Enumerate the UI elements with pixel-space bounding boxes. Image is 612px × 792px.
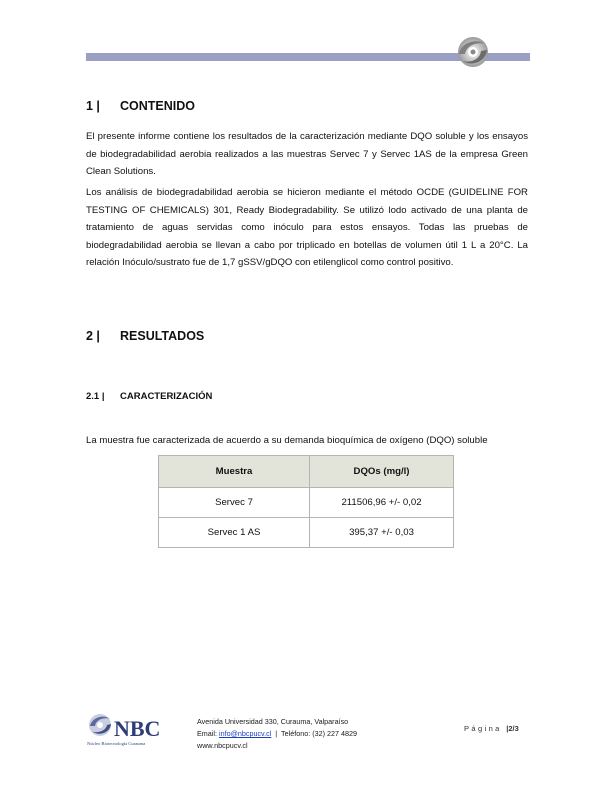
dqo-table bbox=[158, 455, 454, 548]
section-heading-resultados bbox=[86, 329, 204, 343]
column-header: DQOs (mg/l) bbox=[310, 456, 454, 488]
section-number: 2 | bbox=[86, 329, 100, 343]
footer-contact bbox=[197, 716, 357, 752]
table-cell: 211506,96 +/- 0,02 bbox=[310, 488, 454, 518]
table-header-row bbox=[159, 456, 454, 488]
footer-logo-subtitle: Núcleo Biotecnología Curauma bbox=[87, 741, 146, 746]
column-header: Muestra bbox=[159, 456, 310, 488]
table-row bbox=[159, 488, 454, 518]
footer-contact-line bbox=[197, 728, 357, 740]
table-cell: 395,37 +/- 0,03 bbox=[310, 518, 454, 548]
subsection-heading-caracterizacion bbox=[86, 391, 212, 402]
table-cell: Servec 7 bbox=[159, 488, 310, 518]
section-number: 1 | bbox=[86, 99, 100, 113]
paragraph-intro: El presente informe contiene los resultados de la caracterización mediante DQO soluble y los ensayos de biodegradabilidad aerobia realizados a las muestras Servec 7 y Servec 1AS de la empresa Green Clean Solutions. bbox=[86, 131, 528, 177]
footer-address: Avenida Universidad 330, Curauma, Valparaíso bbox=[197, 717, 349, 726]
page-label: Página bbox=[464, 724, 502, 733]
subsection-title: CARACTERIZACIÓN bbox=[120, 391, 213, 402]
nbc-footer-logo bbox=[86, 711, 182, 747]
paragraph-methods: Los análisis de biodegradabilidad aerobia se hicieron mediante el método OCDE (GUIDELINE FOR TESTING OF CHEMICALS) 301, Ready Biodegradability. Se utilizó lodo activado de una planta de tratamiento de aguas servidas como inóculo para estos ensayos. Todas las pruebas de biodegradabilidad aerobia se llevan a cabo por triplicado en botellas de volumen útil 1 L a 20°C. La relación Inóculo/sustrato fue de 1,7 gSSV/gDQO con etilenglicol como control positivo. bbox=[86, 187, 528, 268]
table-row bbox=[159, 518, 454, 548]
page-total: 3 bbox=[514, 724, 519, 733]
section-heading-contenido bbox=[86, 99, 195, 113]
page-number: Página |2/3 bbox=[464, 724, 519, 733]
footer-email-label: Email: bbox=[197, 729, 217, 738]
page-current: 2 bbox=[508, 724, 513, 733]
section-title: CONTENIDO bbox=[120, 99, 195, 113]
footer-website: www.nbcpucv.cl bbox=[197, 741, 248, 750]
section-title: RESULTADOS bbox=[120, 329, 205, 343]
footer-swirl-icon bbox=[89, 714, 111, 736]
table-intro: La muestra fue caracterizada de acuerdo a su demanda bioquímica de oxígeno (DQO) soluble bbox=[86, 435, 488, 446]
footer-logo-text: NBC bbox=[114, 716, 161, 741]
footer-phone: Teléfono: (32) 227 4829 bbox=[281, 729, 357, 738]
nbc-swirl-logo-icon bbox=[453, 34, 493, 70]
table-cell: Servec 1 AS bbox=[159, 518, 310, 548]
footer-separator: | bbox=[275, 729, 278, 738]
subsection-number: 2.1 | bbox=[86, 391, 105, 402]
footer-email-link[interactable]: info@nbcpucv.cl bbox=[218, 729, 272, 738]
